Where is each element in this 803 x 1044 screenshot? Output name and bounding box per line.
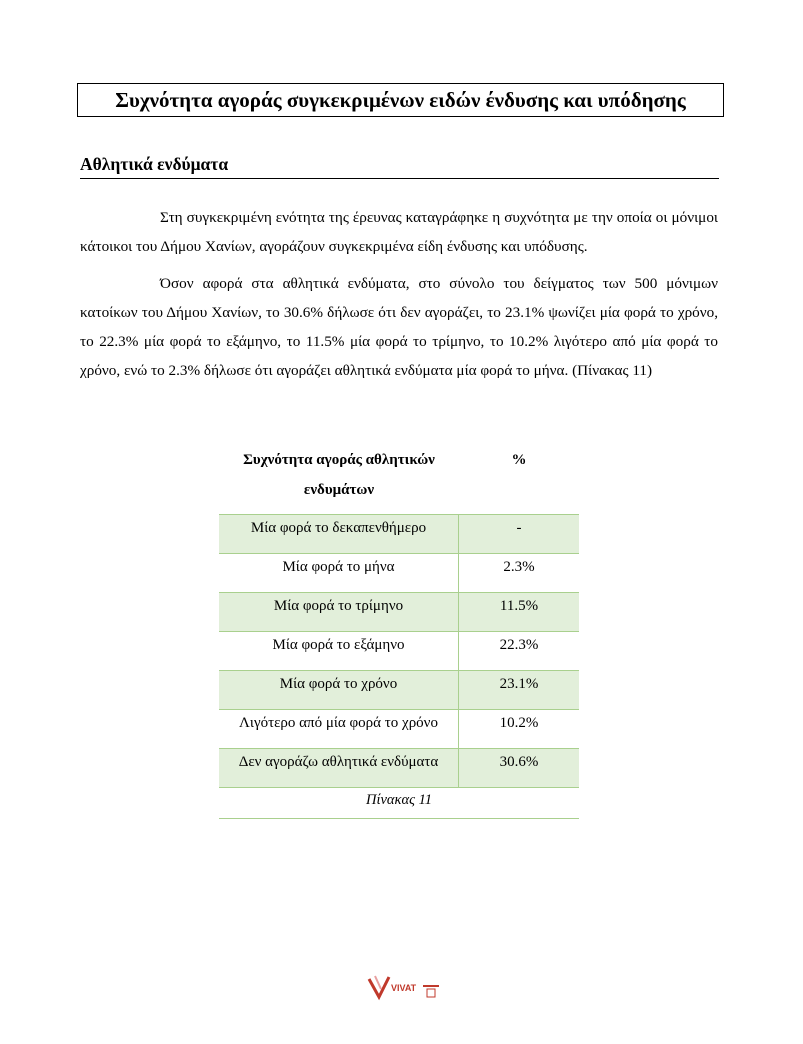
page-title-box xyxy=(77,83,724,117)
table-row xyxy=(219,749,579,788)
row-label: Δεν αγοράζω αθλητικά ενδύματα xyxy=(219,749,459,787)
row-label: Λιγότερο από μία φορά το χρόνο xyxy=(219,710,459,748)
table-row xyxy=(219,710,579,749)
row-value: 2.3% xyxy=(503,559,535,575)
table-row xyxy=(219,593,579,632)
row-value: 30.6% xyxy=(499,754,539,770)
row-value: 22.3% xyxy=(499,637,539,653)
table-row xyxy=(219,515,579,554)
paragraph-intro: Στη συγκεκριμένη ενότητα της έρευνας καταγράφηκε η συχνότητα με την οποία οι μόνιμοι κάτοικοι του Δήμου Χανίων, αγοράζουν συγκεκριμένα είδη ένδυσης και υπόδυσης. xyxy=(80,209,718,255)
vivat-logo-icon xyxy=(367,973,445,1001)
row-label: Μία φορά το τρίμηνο xyxy=(219,593,459,631)
row-value: 11.5% xyxy=(499,598,539,614)
logo-text: VIVAT xyxy=(391,983,417,993)
row-label: Μία φορά το μήνα xyxy=(219,554,459,592)
table-row xyxy=(219,632,579,671)
row-value: 10.2% xyxy=(499,715,539,731)
row-label: Μία φορά το χρόνο xyxy=(219,671,459,709)
section-heading: Αθλητικά ενδύματα xyxy=(80,151,719,179)
header-frequency: Συχνότητα αγοράς αθλητικών ενδυμάτων xyxy=(243,452,435,498)
page-title: Συχνότητα αγοράς συγκεκριμένων ειδών ένδυσης και υπόδησης xyxy=(115,87,686,112)
table-row xyxy=(219,554,579,593)
table-body xyxy=(219,515,579,788)
row-value: 23.1% xyxy=(499,676,539,692)
header-percent: % xyxy=(511,452,527,468)
row-label: Μία φορά το δεκαπενθήμερο xyxy=(219,515,459,553)
table-header xyxy=(219,443,579,515)
row-label: Μία φορά το εξάμηνο xyxy=(219,632,459,670)
paragraph-results: Όσον αφορά στα αθλητικά ενδύματα, στο σύνολο του δείγματος των 500 μόνιμων κατοίκων του Δήμου Χανίων, το 30.6% δήλωσε ότι δεν αγοράζει, το 23.1% ψωνίζει μία φορά το χρόνο, το 22.3% μία φορά το εξάμηνο, το 11.5% μία φορά το τρίμηνο, το 10.2% λιγότερο από μία φορά το χρόνο, ενώ το 2.3% δήλωσε ότι αγοράζει αθλητικά ενδύματα μία φορά το μήνα. (Πίνακας 11) xyxy=(80,275,718,379)
row-value: - xyxy=(516,520,522,536)
table-caption: Πίνακας 11 xyxy=(219,788,579,819)
frequency-table xyxy=(219,443,579,819)
table-row xyxy=(219,671,579,710)
